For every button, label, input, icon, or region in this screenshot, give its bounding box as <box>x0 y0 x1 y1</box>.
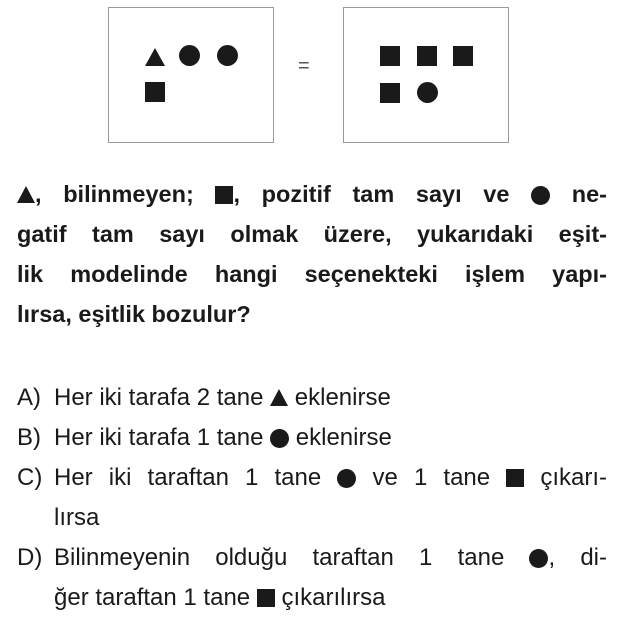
square-icon <box>257 589 275 607</box>
circle-icon <box>529 549 548 568</box>
right-side-box <box>343 7 509 143</box>
answer-options <box>17 378 607 618</box>
question-line-4: lırsa, eşitlik bozulur? <box>17 301 251 327</box>
square-icon <box>417 46 437 66</box>
option-d[interactable]: D) Bilinmeyenin olduğu taraftan 1 tane , di- ğer taraftan 1 tane çıkarılırsa <box>17 538 607 618</box>
triangle-icon <box>145 48 165 66</box>
question-text <box>17 174 607 334</box>
circle-icon <box>417 82 438 103</box>
square-icon <box>380 83 400 103</box>
square-icon <box>145 82 165 102</box>
option-letter: B) <box>17 424 41 451</box>
option-a[interactable]: A) Her iki tarafa 2 tane eklenirse <box>17 378 607 418</box>
square-icon <box>380 46 400 66</box>
question-line-2: gatif tam sayı olmak üzere, yukarıdaki eşit- <box>17 221 607 247</box>
triangle-icon <box>270 389 288 406</box>
option-c[interactable]: C) Her iki taraftan 1 tane ve 1 tane çıkarı- lırsa <box>17 458 607 538</box>
square-icon <box>506 469 524 487</box>
circle-icon <box>337 469 356 488</box>
circle-icon <box>179 45 200 66</box>
question-line-1: , bilinmeyen; , pozitif tam sayı ve ne- <box>17 174 607 214</box>
square-icon <box>453 46 473 66</box>
option-letter: A) <box>17 384 41 411</box>
option-letter: D) <box>17 544 43 571</box>
circle-icon <box>217 45 238 66</box>
question-line-3: lik modelinde hangi seçenekteki işlem yapı- <box>17 261 607 287</box>
triangle-icon <box>17 186 35 203</box>
square-icon <box>215 186 233 204</box>
equals-sign: = <box>298 55 310 77</box>
circle-icon <box>531 186 550 205</box>
option-b[interactable]: B) Her iki tarafa 1 tane eklenirse <box>17 418 607 458</box>
option-letter: C) <box>17 464 43 491</box>
circle-icon <box>270 429 289 448</box>
left-side-box <box>108 7 274 143</box>
